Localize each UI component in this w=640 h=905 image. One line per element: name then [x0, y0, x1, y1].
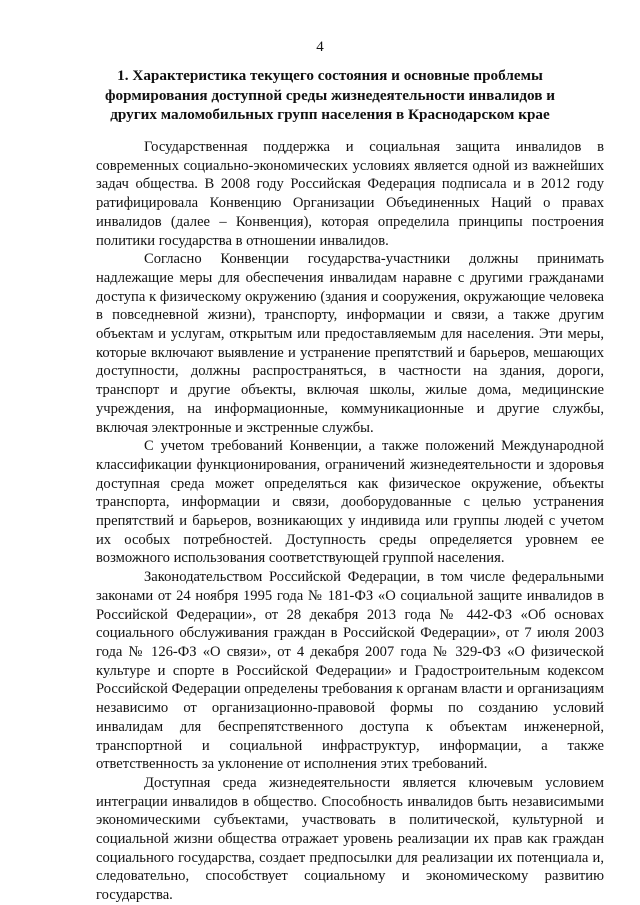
paragraph: Согласно Конвенции государства-участники должны принимать надлежащие меры для обеспечения инвалидам наравне с другими гражданами доступа к физическому окружению (здания и сооружения, окружающие человека в повседневной жизни), транспорту, информации и связи, а также другим объектам и услугам, открытым или предоставляемым для населения. Эти меры, которые включают выявление и устранение препятствий и барьеров, мешающих доступности, должны распространяться, в частности на здания, дороги, транспорт и другие объекты, включая школы, жилые дома, медицинские учреждения, на информационные, коммуникационные и другие службы, включая электронные и экстренные службы.	[96, 251, 604, 436]
paragraph: Государственная поддержка и социальная защита инвалидов в современных социально-экономических условиях является одной из важнейших задач общества. В 2008 году Российская Федерация подписала и в 2012 году ратифицировала Конвенцию Организации Объединенных Наций о правах инвалидов (далее – Конвенция), которая определила принципы построения политики государства в отношении инвалидов.	[96, 139, 604, 249]
section-heading: 1. Характеристика текущего состояния и основные проблемы формирования доступной среды жизнедеятельности инвалидов и других маломобильных групп населения в Краснодарском крае	[105, 67, 555, 124]
paragraph: Законодательством Российской Федерации, в том числе федеральными законами от 24 ноября 1995 года № 181-ФЗ «О социальной защите инвалидов в Российской Федерации», от 28 декабря 2013 года № 442-ФЗ «Об основах социального обслуживания граждан в Российской Федерации», от 7 июля 2003 года № 126-ФЗ «О связи», от 4 декабря 2007 года № 329-ФЗ «О физической культуре и спорте в Российской Федерации» и Градостроительным кодексом Российской Федерации определены требования к органам власти и организациям независимо от организационно-правовой формы по созданию условий инвалидам для беспрепятственного доступа к объектам инженерной, транспортной и социальной инфраструктур, информации, а также ответственность за уклонение от исполнения этих требований.	[96, 569, 604, 773]
page-number: 4	[316, 39, 324, 55]
body-text	[96, 138, 604, 905]
paragraph: С учетом требований Конвенции, а также положений Международной классификации функционирования, ограничений жизнедеятельности и здоровья доступная среда может определяться как физическое окружение, объекты транспорта, информации и связи, дооборудованные с целью устранения препятствий и барьеров, возникающих у индивида или группы людей с учетом их особых потребностей. Доступность среды определяется уровнем ее возможного использования соответствующей группой населения.	[96, 438, 604, 567]
paragraph: Доступная среда жизнедеятельности является ключевым условием интеграции инвалидов в общество. Способность инвалидов быть независимыми экономическими субъектами, участвовать в политической, культурной и социальной жизни общества отражает уровень реализации их прав как граждан социального государства, создает предпосылки для реализации их потенциала и, следовательно, способствует социальному и экономическому развитию государства.	[96, 774, 604, 904]
